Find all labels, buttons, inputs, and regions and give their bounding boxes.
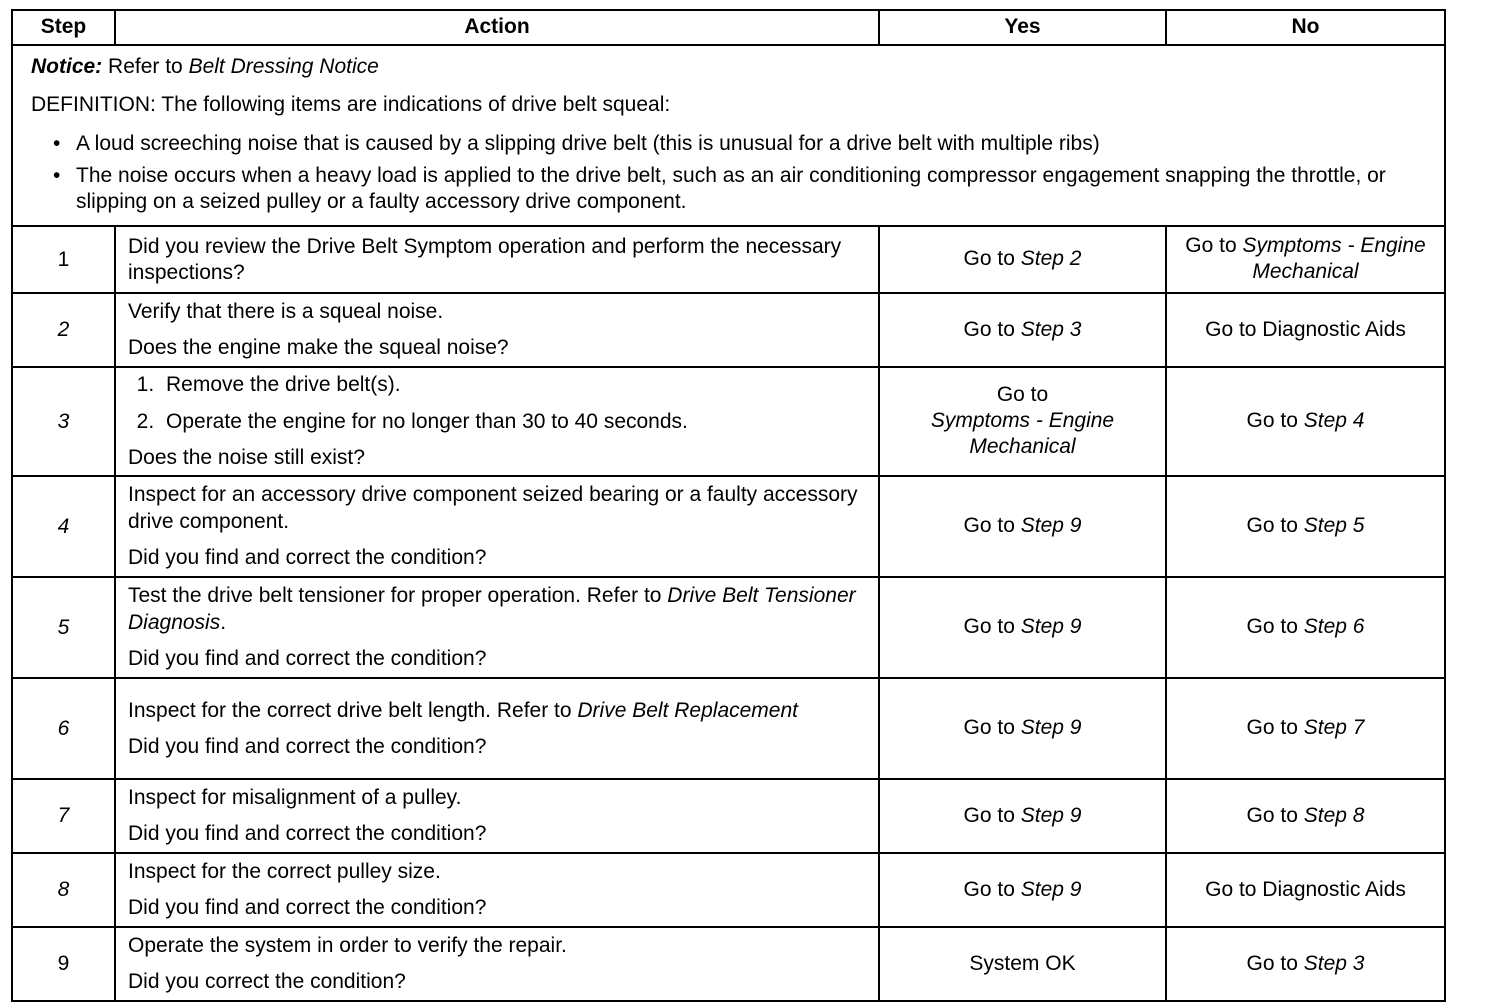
yes-ref-link[interactable]: Step 9: [1020, 716, 1082, 740]
action-text: [128, 698, 868, 724]
yes-ref-link[interactable]: Step 2: [1020, 247, 1082, 271]
step-number: 9: [12, 927, 115, 1001]
action-text: Inspect for misalignment of a pulley.: [128, 786, 462, 809]
action-text-trail: .: [220, 610, 227, 634]
action-cell: [115, 367, 879, 476]
action-step-item: 2. Operate the engine for no longer than 30 to 40 seconds.: [160, 409, 868, 435]
no-prefix: Go to: [1246, 615, 1304, 639]
yes-cell: [879, 293, 1166, 367]
action-text-lead: Inspect for the correct drive belt length. Refer to: [128, 698, 578, 722]
no-cell: [1166, 853, 1445, 927]
header-no: No: [1166, 10, 1445, 45]
yes-ref-link[interactable]: Step 9: [1020, 514, 1082, 538]
no-text[interactable]: Go to Diagnostic Aids: [1205, 877, 1406, 901]
action-cell: [115, 476, 879, 577]
action-cell: [115, 927, 879, 1001]
action-text: Inspect for the correct pulley size.: [128, 860, 441, 883]
definition-bullet: • The noise occurs when a heavy load is applied to the drive belt, such as an air conditioning compressor engagement snapping the throttle, or slipping on a seized pulley or a faulty accessory drive component.: [76, 163, 1426, 216]
action-ref-link[interactable]: Drive Belt Replacement: [577, 698, 798, 722]
action-cell: [115, 853, 879, 927]
action-cell: [115, 577, 879, 678]
step-number: 1: [12, 226, 115, 293]
step-number: 2: [12, 293, 115, 367]
yes-cell: [879, 779, 1166, 853]
no-text[interactable]: Go to Diagnostic Aids: [1205, 317, 1406, 341]
step-row: [12, 779, 1445, 853]
no-prefix: Go to: [1246, 409, 1304, 433]
yes-prefix: Go to: [996, 382, 1049, 406]
action-text: Did you review the Drive Belt Symptom operation and perform the necessary inspections?: [128, 234, 842, 284]
action-steps-list: [128, 372, 868, 435]
notice-text: Refer to: [102, 55, 189, 78]
no-prefix: Go to: [1246, 803, 1304, 827]
step-number: 8: [12, 853, 115, 927]
header-row: [12, 10, 1445, 45]
action-ref-link[interactable]: Drive Belt Tensioner Diagnosis: [128, 584, 856, 634]
no-cell: [1166, 577, 1445, 678]
no-ref-link[interactable]: Step 5: [1303, 514, 1365, 538]
yes-prefix: Go to: [963, 514, 1021, 538]
action-question: Did you correct the condition?: [128, 970, 406, 994]
step-row: [12, 293, 1445, 367]
no-ref-link[interactable]: Step 6: [1303, 615, 1365, 639]
notice-row: [12, 45, 1445, 226]
action-text: [128, 583, 868, 636]
action-text: Operate the system in order to verify the repair.: [128, 934, 567, 957]
action-question: Did you find and correct the condition?: [128, 822, 487, 846]
notice-ref-link[interactable]: Belt Dressing Notice: [188, 55, 379, 78]
no-cell: [1166, 927, 1445, 1001]
action-cell: [115, 779, 879, 853]
no-ref-link[interactable]: Step 8: [1303, 803, 1365, 827]
no-prefix: Go to: [1185, 234, 1243, 257]
yes-cell: [879, 476, 1166, 577]
no-ref-link[interactable]: Symptoms - Engine Mechanical: [1242, 234, 1426, 284]
action-text-lead: Test the drive belt tensioner for proper operation. Refer to: [128, 584, 668, 608]
action-question: Does the noise still exist?: [128, 445, 365, 469]
yes-cell: [879, 927, 1166, 1001]
no-ref-link[interactable]: Step 3: [1303, 951, 1365, 975]
no-prefix: Go to: [1246, 716, 1304, 740]
yes-cell: [879, 853, 1166, 927]
step-row: [12, 577, 1445, 678]
yes-cell: [879, 367, 1166, 476]
header-step: Step: [12, 10, 115, 45]
no-ref-link[interactable]: Step 7: [1303, 716, 1365, 740]
yes-prefix: Go to: [963, 803, 1021, 827]
no-cell: [1166, 779, 1445, 853]
action-cell: [115, 293, 879, 367]
step-row: [12, 853, 1445, 927]
step-number: 6: [12, 678, 115, 779]
no-cell: [1166, 293, 1445, 367]
yes-ref-link[interactable]: Step 9: [1020, 877, 1082, 901]
action-cell: [115, 678, 879, 779]
step-row: [12, 678, 1445, 779]
action-question: Does the engine make the squeal noise?: [128, 336, 509, 360]
action-text: Verify that there is a squeal noise.: [128, 300, 444, 323]
notice-label: Notice:: [31, 55, 103, 78]
step-row: [12, 367, 1445, 476]
header-yes: Yes: [879, 10, 1166, 45]
action-question: Did you find and correct the condition?: [128, 734, 487, 758]
yes-prefix: Go to: [963, 317, 1021, 341]
step-row: [12, 476, 1445, 577]
step-number: 4: [12, 476, 115, 577]
yes-ref-link[interactable]: Symptoms - Engine Mechanical: [930, 409, 1115, 459]
notice-line: [31, 54, 1426, 80]
step-number: 7: [12, 779, 115, 853]
no-prefix: Go to: [1246, 514, 1304, 538]
yes-cell: [879, 678, 1166, 779]
header-action: Action: [115, 10, 879, 45]
no-prefix: Go to: [1246, 951, 1304, 975]
no-cell: [1166, 678, 1445, 779]
yes-ref-link[interactable]: Step 9: [1020, 803, 1082, 827]
step-number: 3: [12, 367, 115, 476]
yes-ref-link[interactable]: Step 3: [1020, 317, 1082, 341]
action-question: Did you find and correct the condition?: [128, 646, 487, 670]
action-text: Inspect for an accessory drive component seized bearing or a faulty accessory drive component.: [128, 483, 858, 533]
definition-bullet: • A loud screeching noise that is caused by a slipping drive belt (this is unusual for a drive belt with multiple ribs): [76, 131, 1426, 157]
notice-cell: [12, 45, 1445, 226]
action-step-item: 1. Remove the drive belt(s).: [160, 372, 868, 398]
yes-prefix: Go to: [963, 615, 1021, 639]
yes-prefix: Go to: [963, 716, 1021, 740]
yes-cell: [879, 226, 1166, 293]
step-row: [12, 927, 1445, 1001]
step-row: [12, 226, 1445, 293]
no-cell: [1166, 476, 1445, 577]
yes-prefix: Go to: [963, 877, 1021, 901]
action-cell: [115, 226, 879, 293]
action-question: Did you find and correct the condition?: [128, 896, 487, 920]
action-question: Did you find and correct the condition?: [128, 545, 487, 569]
yes-ref-link[interactable]: Step 9: [1020, 615, 1082, 639]
yes-cell: [879, 577, 1166, 678]
no-ref-link[interactable]: Step 4: [1303, 409, 1365, 433]
step-number: 5: [12, 577, 115, 678]
no-cell: [1166, 367, 1445, 476]
definition-text: DEFINITION: The following items are indications of drive belt squeal:: [31, 93, 671, 117]
no-cell: [1166, 226, 1445, 293]
yes-text: System OK: [969, 951, 1076, 975]
definition-list: [31, 131, 1426, 216]
diagnostic-table: [11, 9, 1446, 1002]
yes-prefix: Go to: [963, 247, 1021, 271]
